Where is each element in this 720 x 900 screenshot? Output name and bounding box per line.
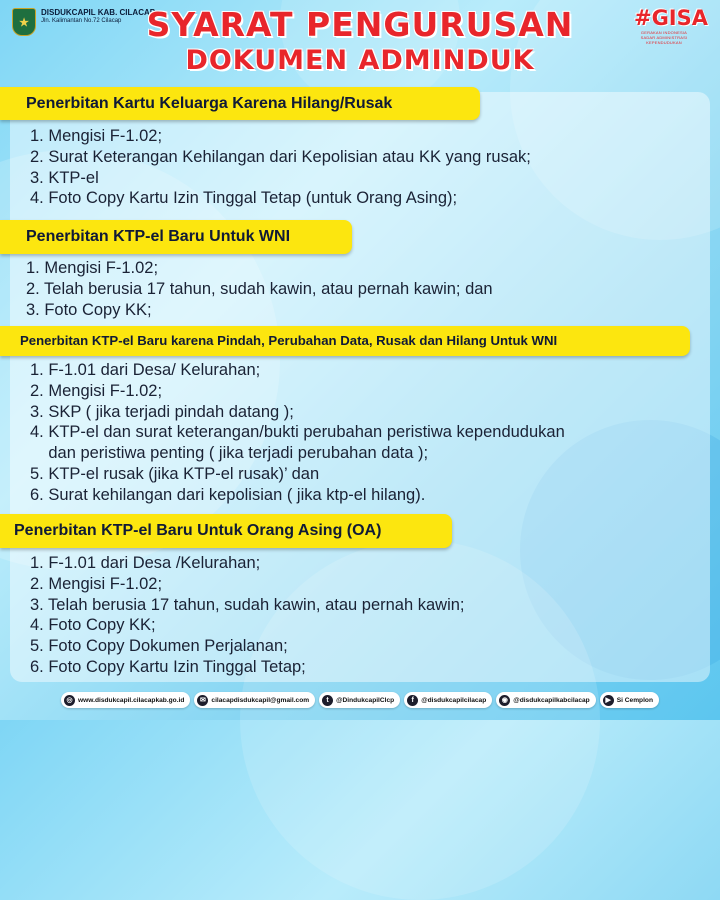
list-item: 1. F-1.01 dari Desa/ Kelurahan; — [30, 361, 261, 379]
list-item: 2. Mengisi F-1.02; — [30, 574, 163, 593]
section-ktp-pindah — [0, 326, 690, 506]
list-item: 3. KTP-el — [30, 168, 99, 187]
website-text: www.disdukcapil.cilacapkab.go.id — [78, 696, 185, 704]
title-line-1: SYARAT PENGURUSAN — [146, 5, 574, 44]
gisa-logo: #GISA — [633, 6, 708, 30]
org-address: Jln. Kalimantan No.72 Cilacap — [41, 18, 122, 24]
list-item: 5. Foto Copy Dokumen Perjalanan; — [30, 637, 288, 656]
section-heading: Penerbitan Kartu Keluarga Karena Hilang/Rusak — [0, 87, 480, 120]
gisa-badge — [634, 6, 708, 45]
page-title — [0, 6, 720, 78]
instagram-link[interactable] — [496, 692, 595, 708]
list-item: 1. Mengisi F-1.02; — [30, 127, 163, 145]
requirement-list — [26, 258, 493, 320]
section-heading: Penerbitan KTP-el Baru Untuk Orang Asing (OA) — [0, 514, 452, 548]
list-item: 2. Telah berusia 17 tahun, sudah kawin, atau pernah kawin; dan — [26, 279, 493, 298]
instagram-icon: ◉ — [499, 695, 510, 706]
list-item: 4. Foto Copy KK; — [30, 616, 156, 635]
list-item: 3. Telah berusia 17 tahun, sudah kawin, atau pernah kawin; — [30, 595, 465, 614]
youtube-link[interactable] — [600, 692, 659, 708]
youtube-text: Si Cemplon — [616, 696, 653, 704]
list-item: 6. Foto Copy Kartu Izin Tinggal Tetap; — [30, 657, 306, 676]
requirement-list — [30, 553, 465, 678]
globe-icon: ◎ — [64, 695, 75, 706]
list-item: 1. F-1.01 dari Desa /Kelurahan; — [30, 554, 261, 572]
list-item: 4. KTP-el dan surat keterangan/bukti perubahan peristiwa kependudukan — [30, 423, 565, 442]
list-item: 6. Surat kehilangan dari kepolisian ( jika ktp-el hilang). — [30, 485, 426, 504]
title-line-2: DOKUMEN ADMINDUK — [185, 45, 535, 76]
section-ktp-wni — [0, 220, 493, 320]
list-item: 4. Foto Copy Kartu Izin Tinggal Tetap (untuk Orang Asing); — [30, 189, 458, 208]
requirement-list — [30, 126, 531, 209]
twitter-text: @DindukcapilClcp — [336, 696, 395, 704]
gisa-tagline: GERAKAN INDONESIA SADAR ADMINISTRASI KEPENDUDUKAN — [640, 30, 688, 45]
section-ktp-oa — [0, 514, 465, 678]
list-item: 3. SKP ( jika terjadi pindah datang ); — [30, 402, 294, 421]
facebook-icon: f — [407, 695, 418, 706]
twitter-link[interactable] — [319, 692, 400, 708]
email-icon: ✉ — [197, 695, 208, 706]
requirement-list — [30, 360, 690, 506]
section-heading: Penerbitan KTP-el Baru Untuk WNI — [0, 220, 352, 254]
instagram-text: @disdukcapilkabcilacap — [513, 696, 590, 704]
email-link[interactable] — [194, 692, 315, 708]
website-link[interactable] — [61, 692, 190, 708]
org-name: DISDUKCAPIL KAB. CILACAP — [41, 8, 156, 17]
facebook-text: @disdukcapilcilacap — [421, 696, 487, 704]
section-kk-hilang — [0, 87, 531, 209]
list-item: dan peristiwa penting ( jika terjadi perubahan data ); — [30, 444, 429, 463]
list-item: 5. KTP-el rusak (jika KTP-el rusak)’ dan — [30, 464, 320, 483]
list-item: 3. Foto Copy KK; — [26, 300, 152, 319]
twitter-icon: t — [322, 695, 333, 706]
crest-icon: ★ — [12, 8, 36, 36]
list-item: 2. Surat Keterangan Kehilangan dari Kepolisian atau KK yang rusak; — [30, 147, 531, 166]
facebook-link[interactable] — [404, 692, 492, 708]
list-item: 1. Mengisi F-1.02; — [26, 259, 159, 277]
email-text: cilacapdisdukcapil@gmail.com — [211, 696, 310, 704]
youtube-icon: ▶ — [603, 695, 614, 706]
section-heading: Penerbitan KTP-el Baru karena Pindah, Perubahan Data, Rusak dan Hilang Untuk WNI — [0, 326, 690, 356]
contact-footer — [0, 688, 720, 712]
list-item: 2. Mengisi F-1.02; — [30, 381, 163, 400]
